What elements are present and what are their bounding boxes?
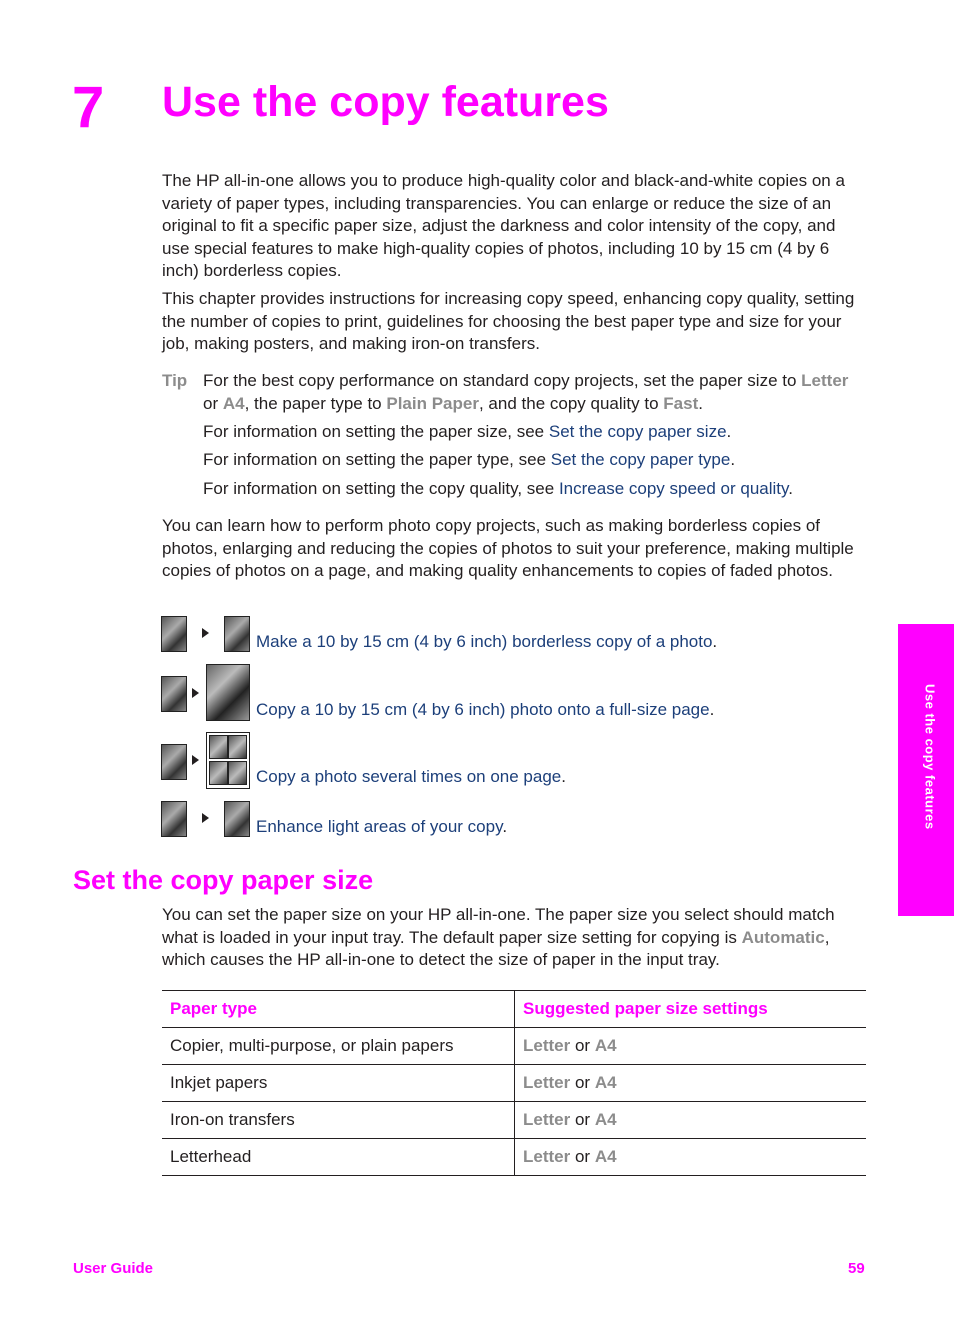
chapter-title: Use the copy features: [162, 78, 609, 126]
photo-icon: [161, 744, 187, 780]
table-row: [162, 1028, 866, 1065]
photo-icon: [161, 676, 187, 712]
intro-paragraph-1: The HP all-in-one allows you to produce high-quality color and black-and-white copies on a variety of paper types, including transparencies. You can enlarge or reduce the size of an original to fit a specific paper size, adjust the darkness and color intensity of the copy, and use special features to make high-quality copies of photos, including 10 by 15 cm (4 by 6 inch) borderless copies.: [162, 171, 845, 280]
project-item-3[interactable]: [256, 766, 566, 789]
period: .: [698, 393, 703, 413]
tip-label: Tip: [162, 371, 188, 390]
table-cell-type: Copier, multi-purpose, or plain papers: [162, 1028, 515, 1065]
arrow-right-icon: [192, 688, 199, 698]
or-text: or: [574, 1146, 591, 1166]
table-header-paper-type: Paper type: [162, 991, 515, 1028]
table-cell-type: Iron-on transfers: [162, 1102, 515, 1139]
or-text: or: [574, 1072, 591, 1092]
intro-paragraph-2: This chapter provides instructions for increasing copy speed, enhancing copy quality, setting the number of copies to print, guidelines for choosing the best paper type and size for your job, making posters, and making iron-on transfers.: [162, 289, 855, 353]
arrow-right-icon: [202, 628, 209, 638]
ui-plain-paper: Plain Paper: [386, 393, 479, 413]
tip-quality-line: [203, 478, 863, 501]
project-item-2[interactable]: [256, 699, 714, 722]
tip-type-line: [203, 449, 863, 472]
period: .: [788, 479, 794, 498]
ui-automatic: Automatic: [741, 927, 825, 947]
photo-icon: [161, 616, 187, 652]
ui-letter: Letter: [801, 371, 849, 390]
link-full-size-page[interactable]: Copy a 10 by 15 cm (4 by 6 inch) photo onto a full-size page: [256, 700, 710, 719]
arrow-right-icon: [202, 813, 209, 823]
link-set-copy-paper-type[interactable]: Set the copy paper type: [550, 450, 731, 469]
project-item-4[interactable]: [256, 816, 507, 839]
table-header-suggested: Suggested paper size settings: [515, 991, 867, 1028]
link-enhance-light-areas[interactable]: Enhance light areas of your copy: [256, 817, 503, 836]
ui-a4: A4: [594, 1146, 617, 1166]
period: .: [726, 422, 732, 441]
tip-text: [203, 370, 863, 415]
period: .: [709, 700, 715, 719]
link-increase-copy-speed[interactable]: Increase copy speed or quality: [558, 479, 789, 498]
paper-size-table: [162, 990, 866, 1176]
table-cell-setting: [515, 1028, 867, 1065]
ui-letter: Letter: [523, 1035, 571, 1055]
project-item-1[interactable]: [256, 631, 717, 654]
ui-letter: Letter: [523, 1146, 571, 1166]
ui-fast: Fast: [663, 393, 699, 413]
ui-a4: A4: [594, 1035, 617, 1055]
period: .: [712, 632, 718, 651]
footer-guide-title: User Guide: [73, 1260, 154, 1277]
tip-quality-pre: For information on setting the copy quality, see: [203, 479, 555, 498]
table-row: [162, 1065, 866, 1102]
table-cell-setting: [515, 1065, 867, 1102]
ui-a4: A4: [222, 393, 245, 413]
side-tab-label: Use the copy features: [922, 684, 938, 830]
tip-text-1: For the best copy performance on standard copy projects, set the paper size to: [203, 371, 797, 390]
table-cell-setting: [515, 1139, 867, 1176]
ui-letter: Letter: [523, 1109, 571, 1129]
photo-large-icon: [206, 664, 250, 721]
arrow-right-icon: [192, 755, 199, 765]
photo-icon: [161, 801, 187, 837]
or-text: or: [203, 393, 219, 413]
table-row: [162, 1102, 866, 1139]
period: .: [561, 767, 566, 786]
or-text: or: [574, 1035, 591, 1055]
chapter-side-tab: [898, 624, 954, 916]
multiple-photos-icon: [206, 732, 250, 789]
tip-text-2: , the paper type to: [244, 393, 382, 413]
table-cell-setting: [515, 1102, 867, 1139]
ui-letter: Letter: [523, 1072, 571, 1092]
section-text-pre: You can set the paper size on your HP all-in-one. The paper size you select should match what is loaded in your input tray. The default paper size setting for copying is: [162, 905, 835, 947]
link-borderless-copy[interactable]: Make a 10 by 15 cm (4 by 6 inch) borderless copy of a photo: [256, 632, 713, 651]
period: .: [502, 817, 508, 836]
or-text: or: [574, 1109, 591, 1129]
tip-size-pre: For information on setting the paper size, see: [203, 422, 545, 441]
projects-intro: You can learn how to perform photo copy projects, such as making borderless copies of photos, enlarging and reducing the copies of photos to suit your preference, making multiple copies of photos on a page, and making quality enhancements to copies of faded photos.: [162, 516, 854, 580]
ui-a4: A4: [594, 1109, 617, 1129]
table-cell-type: Inkjet papers: [162, 1065, 515, 1102]
section-paragraph: [162, 904, 866, 972]
section-text-post: , which causes the HP all-in-one to detect the size of paper in the input tray.: [162, 927, 830, 969]
page-number: 59: [848, 1260, 865, 1277]
photo-icon: [224, 801, 250, 837]
tip-text-3: , and the copy quality to: [478, 393, 659, 413]
table-row: [162, 1139, 866, 1176]
table-header-row: [162, 991, 866, 1028]
link-several-times[interactable]: Copy a photo several times on one page: [256, 767, 562, 786]
ui-a4: A4: [594, 1072, 617, 1092]
chapter-number: 7: [72, 75, 105, 140]
section-title: Set the copy paper size: [73, 865, 374, 895]
photo-icon: [224, 616, 250, 652]
tip-size-line: [203, 421, 863, 444]
tip-type-pre: For information on setting the paper type, see: [203, 450, 547, 469]
period: .: [730, 450, 736, 469]
table-cell-type: Letterhead: [162, 1139, 515, 1176]
link-set-copy-paper-size[interactable]: Set the copy paper size: [548, 422, 727, 441]
